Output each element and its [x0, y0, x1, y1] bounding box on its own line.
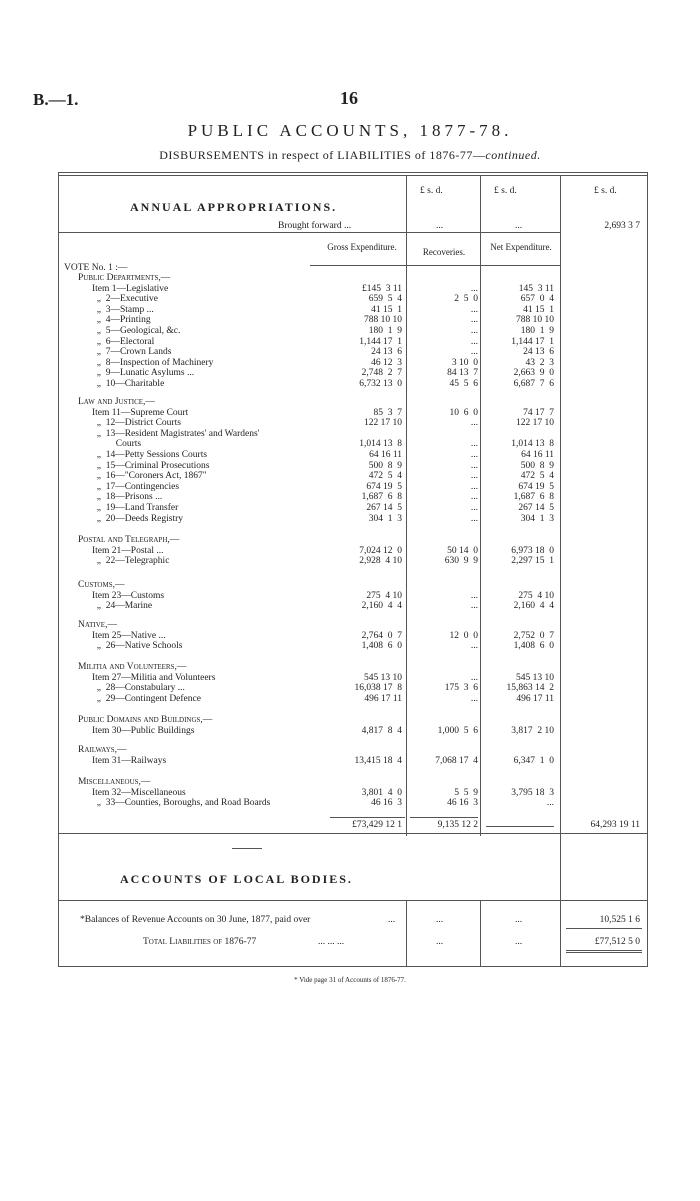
gross-expenditure-cell: 3,801 4 0	[361, 787, 402, 798]
recoveries-cell: ...	[470, 693, 478, 704]
row-label: „ 9—Lunatic Asylums ...	[92, 368, 195, 379]
col-rule-1	[406, 176, 407, 836]
net-expenditure-cell: 74 17 7	[523, 407, 554, 418]
row-label: „ 3—Stamp ...	[92, 304, 154, 315]
table-left-rule	[58, 172, 59, 967]
gross-expenditure-cell: 180 1 9	[368, 326, 402, 336]
gross-expenditure-cell: 1,144 17 1	[359, 336, 402, 347]
recoveries-cell: ...	[470, 492, 478, 503]
row-label: „ 14—Petty Sessions Courts	[92, 450, 208, 460]
recoveries-cell: 3 10 0	[451, 357, 478, 368]
total-rule-bottom-2	[566, 952, 642, 953]
group-heading: Native,—	[78, 620, 117, 630]
currency-header-2: £ s. d.	[494, 186, 517, 196]
net-expenditure-cell: 2,663 9 0	[513, 368, 554, 379]
row-label: „ 33—Counties, Boroughs, and Road Boards	[92, 798, 271, 809]
gross-expenditure-cell: 500 8 9	[368, 460, 402, 471]
net-expenditure-cell: 3,795 18 3	[511, 787, 554, 798]
rec-total-rule	[410, 817, 478, 818]
net-expenditure-cell: 267 14 5	[518, 503, 554, 513]
group-heading: Miscellaneous,—	[78, 777, 151, 787]
subtitle-main: DISBURSEMENTS in respect of LIABILITIES of 1876-77—	[159, 148, 486, 162]
gross-expenditure-cell: 85 3 7	[373, 407, 402, 418]
net-expenditure-cell: 1,144 17 1	[511, 336, 554, 347]
brought-forward-value: 2,693 3 7	[604, 221, 640, 231]
gross-expenditure-cell: £145 3 11	[361, 283, 402, 294]
row-label: „ 17—Contingencies	[92, 481, 180, 492]
table-right-rule	[647, 172, 648, 967]
recoveries-cell: 5 5 9	[454, 787, 478, 798]
net-expenditure-cell: 496 17 11	[516, 693, 554, 704]
balances-value: 10,525 1 6	[599, 915, 640, 925]
balances-recoveries: ...	[436, 915, 444, 925]
row-label: „ 20—Deeds Registry	[92, 513, 184, 524]
net-expenditure-cell: 180 1 9	[520, 326, 554, 336]
net-expenditure-cell: 2,752 0 7	[513, 630, 554, 641]
row-label: Item 30—Public Buildings	[92, 725, 195, 736]
row-label: Item 1—Legislative	[92, 283, 169, 294]
col-rule-2	[480, 176, 481, 836]
recoveries-cell: ...	[470, 460, 478, 471]
col-rule-3	[560, 176, 561, 966]
local-col-rule-1	[406, 900, 407, 966]
net-expenditure-cell: 674 19 5	[518, 481, 554, 492]
row-label: „ 16—"Coroners Act, 1867"	[92, 471, 207, 482]
total-liabilities-recoveries: ...	[436, 937, 444, 947]
recoveries-cell: ...	[470, 503, 478, 513]
row-label: Item 32—Miscellaneous	[92, 787, 186, 798]
row-label: „ 6—Electoral	[92, 336, 155, 347]
recoveries-cell: ...	[470, 336, 478, 347]
gross-expenditure-cell: 6,732 13 0	[359, 379, 402, 389]
net-expenditure-cell: 145 3 11	[518, 283, 554, 294]
recoveries-cell: 1,000 5 6	[437, 725, 478, 736]
recoveries-cell: ...	[470, 347, 478, 358]
gross-expenditure-cell: 472 5 4	[368, 471, 402, 482]
total-rule-bottom	[566, 950, 642, 951]
page-subtitle	[0, 148, 700, 163]
net-expenditure-cell: 1,687 6 8	[513, 492, 554, 503]
recoveries-cell: ...	[470, 471, 478, 482]
recoveries-cell: 45 5 6	[449, 379, 478, 389]
group-heading: Postal and Telegraph,—	[78, 535, 180, 545]
net-expenditure-cell: 500 8 9	[520, 460, 554, 471]
gross-expenditure-cell: 496 17 11	[364, 693, 402, 704]
row-label: „ 4—Printing	[92, 315, 151, 326]
footnote: * Vide page 31 of Accounts of 1876-77.	[294, 976, 406, 984]
group-heading: Public Departments,—	[78, 273, 171, 283]
local-col-rule-2	[480, 900, 481, 966]
gross-expenditure-cell: 46 16 3	[371, 798, 402, 809]
recoveries-cell: 12 0 0	[449, 630, 478, 641]
page-title: PUBLIC ACCOUNTS, 1877-78.	[187, 121, 513, 140]
total-liabilities-value: £77,512 5 0	[594, 937, 640, 947]
balances-label: *Balances of Revenue Accounts on 30 June, 1877, paid over	[80, 915, 311, 925]
recoveries-cell: 175 3 6	[444, 683, 478, 694]
gross-total: £73,429 12 1	[352, 820, 402, 830]
row-label: „ 5—Geological, &c.	[92, 326, 181, 336]
recoveries-total: 9,135 12 2	[437, 820, 478, 830]
row-label: „ 22—Telegraphic	[92, 556, 170, 567]
row-label: Courts	[92, 439, 142, 450]
net-expenditure-cell: 41 15 1	[523, 304, 554, 315]
net-expenditure-cell: 1,014 13 8	[511, 439, 554, 450]
recoveries-cell: 630 9 9	[444, 556, 478, 567]
recoveries-cell: ...	[470, 672, 478, 683]
row-label: „ 10—Charitable	[92, 379, 165, 389]
currency-header-1: £ s. d.	[420, 186, 443, 196]
table-top-rule	[58, 172, 648, 173]
net-total-dash	[486, 826, 554, 827]
recoveries-cell: 2 5 0	[454, 294, 478, 305]
recoveries-cell: ...	[470, 601, 478, 612]
appropriations-total: 64,293 19 11	[590, 820, 640, 830]
gross-expenditure-cell: 64 16 11	[369, 450, 402, 460]
total-liabilities-net: ...	[515, 937, 523, 947]
recoveries-cell: ...	[470, 283, 478, 294]
subhead-rule	[58, 232, 560, 233]
col-header-recoveries: Recoveries.	[422, 247, 466, 257]
recoveries-cell: 10 6 0	[449, 407, 478, 418]
col-header-gross: Gross Expenditure.	[327, 242, 397, 252]
row-label: Item 23—Customs	[92, 590, 165, 601]
gross-expenditure-cell: 545 13 10	[364, 672, 402, 683]
gross-expenditure-cell: 304 1 3	[368, 513, 402, 524]
net-expenditure-cell: 6,347 1 0	[513, 755, 554, 766]
net-expenditure-cell: 6,687 7 6	[513, 379, 554, 389]
group-heading: Customs,—	[78, 580, 125, 590]
recoveries-cell: ...	[470, 315, 478, 326]
col-header-net: Net Expenditure.	[490, 242, 552, 252]
recoveries-cell: ...	[470, 439, 478, 450]
totals-bottom-rule	[58, 833, 648, 834]
local-bodies-heading: ACCOUNTS OF LOCAL BODIES.	[120, 872, 353, 886]
gross-expenditure-cell: 1,408 6 0	[361, 641, 402, 652]
gross-expenditure-cell: 674 19 5	[366, 481, 402, 492]
group-heading: Railways,—	[78, 745, 127, 755]
recoveries-cell: ...	[470, 450, 478, 460]
balances-dots: ...	[388, 915, 396, 925]
group-heading: Militia and Volunteers,—	[78, 662, 187, 672]
gross-expenditure-cell: 4,817 8 4	[361, 725, 402, 736]
net-expenditure-cell: 472 5 4	[520, 471, 554, 482]
table-bottom-rule	[58, 966, 648, 967]
group-heading: Public Domains and Buildings,—	[78, 715, 213, 725]
gross-expenditure-cell: 2,160 4 4	[361, 601, 402, 612]
gross-expenditure-cell: 41 15 1	[371, 304, 402, 315]
row-label: „ 26—Native Schools	[92, 641, 183, 652]
total-rule-top	[566, 928, 642, 929]
net-expenditure-cell: 24 13 6	[523, 347, 554, 358]
gross-expenditure-cell: 24 13 6	[371, 347, 402, 358]
net-expenditure-cell: 1,408 6 0	[513, 641, 554, 652]
row-label: „ 15—Criminal Prosecutions	[92, 460, 210, 471]
gross-expenditure-cell: 46 12 3	[371, 357, 402, 368]
local-top-rule	[58, 900, 648, 901]
recoveries-cell: 46 16 3	[447, 798, 478, 809]
recoveries-cell: 50 14 0	[447, 545, 478, 556]
row-label: Item 25—Native ...	[92, 630, 166, 641]
row-label: „ 12—District Courts	[92, 418, 181, 429]
brought-forward-label: Brought forward ...	[278, 221, 352, 231]
row-label: „ 8—Inspection of Machinery	[92, 357, 214, 368]
gross-expenditure-cell: 267 14 5	[366, 503, 402, 513]
row-label: „ 24—Marine	[92, 601, 153, 612]
total-liabilities-dots: ... ... ...	[318, 937, 345, 947]
row-label: „ 13—Resident Magistrates' and Wardens'	[92, 428, 260, 439]
gross-expenditure-cell: 7,024 12 0	[359, 545, 402, 556]
currency-header-3: £ s. d.	[594, 186, 617, 196]
row-label: Item 21—Postal ...	[92, 545, 164, 556]
row-label: „ 2—Executive	[92, 294, 158, 305]
section-divider	[232, 848, 262, 849]
net-expenditure-cell: ...	[546, 798, 554, 809]
recoveries-cell: ...	[470, 326, 478, 336]
net-expenditure-cell: 3,817 2 10	[511, 725, 554, 736]
vote-label: VOTE No. 1 :—	[64, 263, 128, 273]
total-liabilities-label: Total Liabilities of 1876-77	[143, 937, 257, 947]
row-label: „ 28—Constabulary ...	[92, 683, 185, 694]
gross-expenditure-cell: 788 10 10	[364, 315, 402, 326]
gross-expenditure-cell: 2,928 4 10	[359, 556, 402, 567]
gross-expenditure-cell: 16,038 17 8	[354, 683, 402, 694]
recoveries-cell: 84 13 7	[447, 368, 478, 379]
page-number: 16	[340, 88, 358, 108]
recoveries-cell: ...	[470, 590, 478, 601]
row-label: Item 31—Railways	[92, 755, 167, 766]
row-label: Item 11—Supreme Court	[92, 407, 189, 418]
recoveries-cell: 7,068 17 4	[435, 755, 478, 766]
row-label: Item 27—Militia and Volunteers	[92, 672, 216, 683]
brought-forward-net: ...	[515, 221, 523, 231]
group-heading: Law and Justice,—	[78, 397, 155, 407]
net-expenditure-cell: 788 10 10	[516, 315, 554, 326]
recoveries-cell: ...	[470, 641, 478, 652]
net-expenditure-cell: 2,297 15 1	[511, 556, 554, 567]
col-header-rule	[310, 265, 560, 266]
recoveries-cell: ...	[470, 304, 478, 315]
row-label: „ 19—Land Transfer	[92, 503, 179, 513]
gross-expenditure-cell: 2,764 0 7	[361, 630, 402, 641]
gross-expenditure-cell: 275 4 10	[366, 590, 402, 601]
gross-expenditure-cell: 2,748 2 7	[361, 368, 402, 379]
recoveries-cell: ...	[470, 418, 478, 429]
gross-expenditure-cell: 122 17 10	[364, 418, 402, 429]
net-expenditure-cell: 657 0 4	[520, 294, 554, 305]
gross-total-rule	[330, 817, 405, 818]
net-expenditure-cell: 304 1 3	[520, 513, 554, 524]
balances-net: ...	[515, 915, 523, 925]
net-expenditure-cell: 275 4 10	[518, 590, 554, 601]
net-expenditure-cell: 43 2 3	[525, 357, 554, 368]
row-label: „ 29—Contingent Defence	[92, 693, 201, 704]
net-expenditure-cell: 6,973 18 0	[511, 545, 554, 556]
net-expenditure-cell: 2,160 4 4	[513, 601, 554, 612]
gross-expenditure-cell: 13,415 18 4	[354, 755, 402, 766]
net-expenditure-cell: 15,863 14 2	[506, 683, 554, 694]
gross-expenditure-cell: 1,687 6 8	[361, 492, 402, 503]
subtitle-continued: continued.	[485, 148, 541, 162]
document-code: B.—1.	[33, 90, 79, 109]
annual-appropriations-heading: ANNUAL APPROPRIATIONS.	[130, 200, 338, 214]
row-label: „ 18—Prisons ...	[92, 492, 163, 503]
brought-forward-recoveries: ...	[436, 221, 444, 231]
gross-expenditure-cell: 1,014 13 8	[359, 439, 402, 450]
recoveries-cell: ...	[470, 481, 478, 492]
gross-expenditure-cell: 659 5 4	[368, 294, 402, 305]
row-label: „ 7—Crown Lands	[92, 347, 172, 358]
net-expenditure-cell: 545 13 10	[516, 672, 554, 683]
net-expenditure-cell: 122 17 10	[516, 418, 554, 429]
net-expenditure-cell: 64 16 11	[521, 450, 554, 460]
recoveries-cell: ...	[470, 513, 478, 524]
